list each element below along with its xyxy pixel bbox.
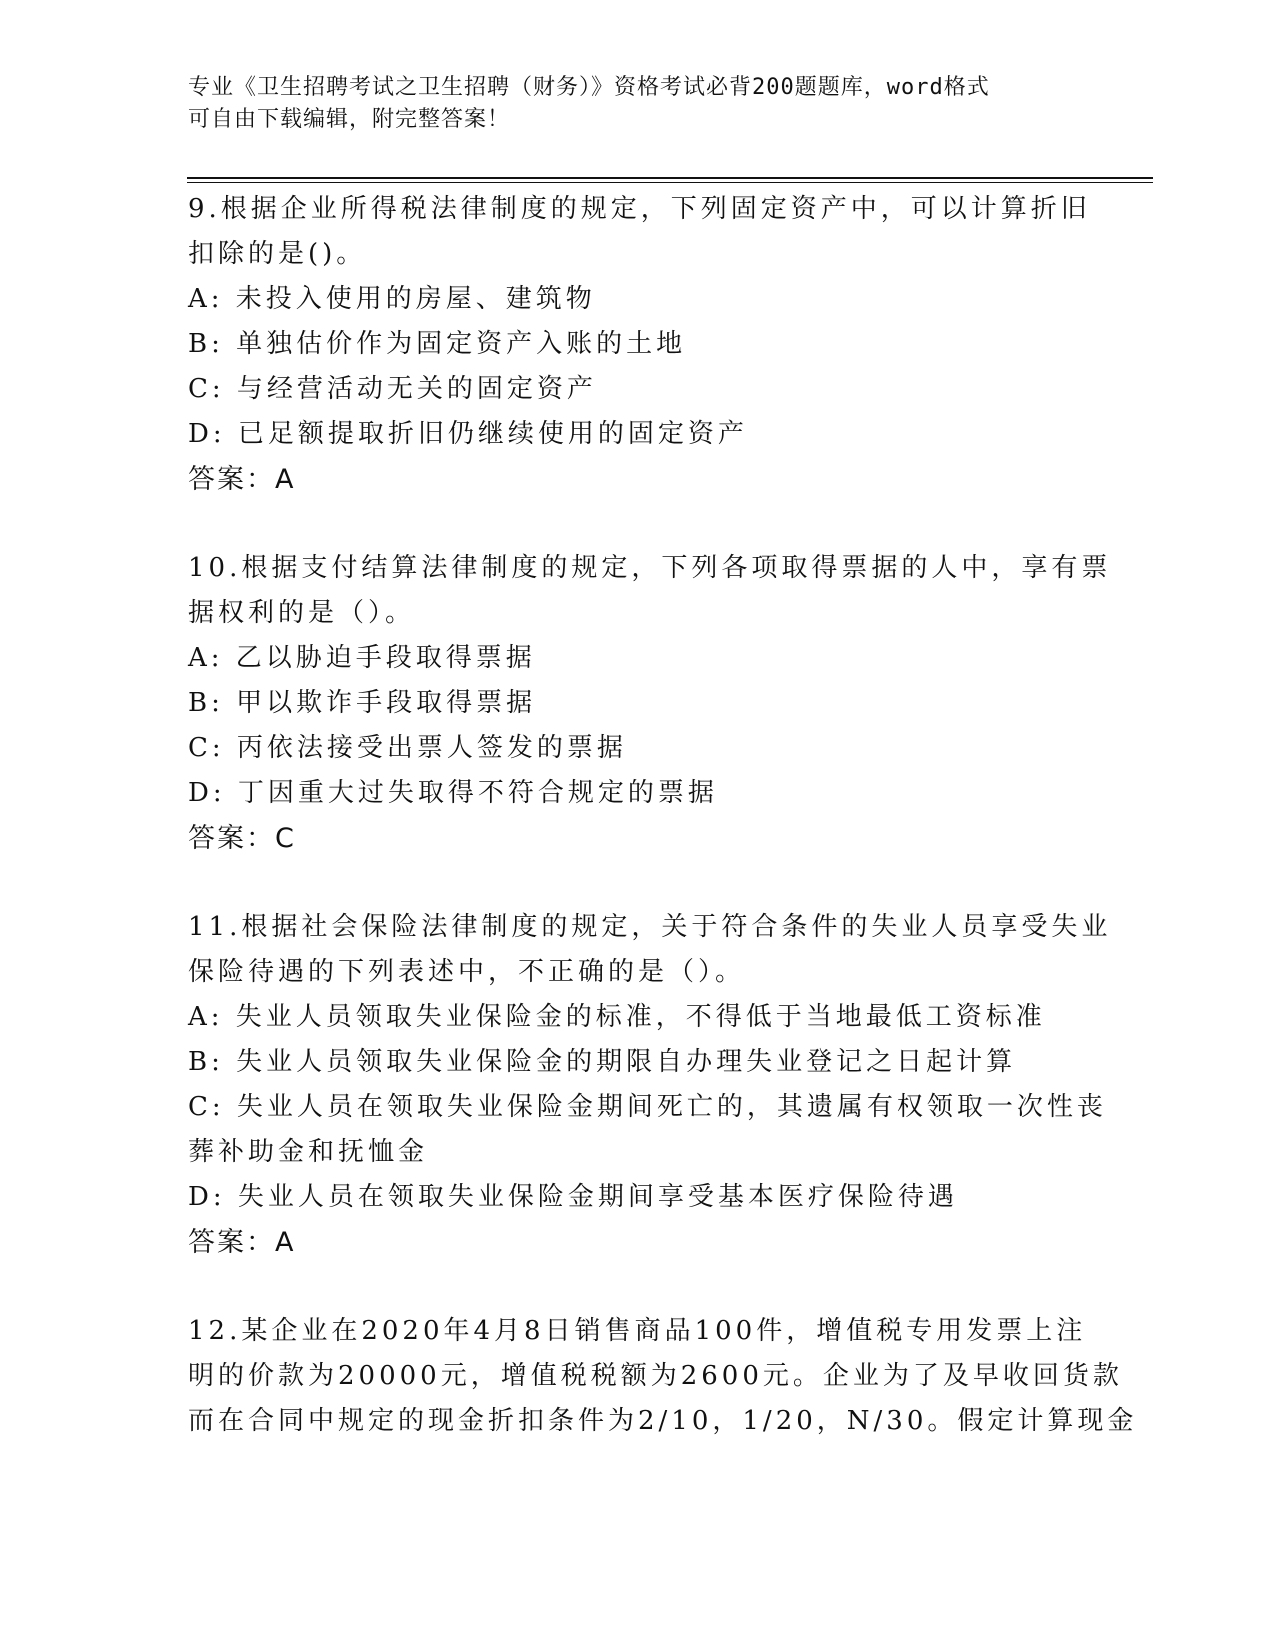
header-title-line-1: 专业《卫生招聘考试之卫生招聘（财务）》资格考试必背200题题库，word格式 (188, 75, 990, 100)
header-divider-thick (187, 177, 1153, 179)
option-c: C: 与经营活动无关的固定资产 (188, 374, 597, 404)
question-stem: 扣除的是()。 (188, 239, 367, 269)
option-a: A: 失业人员领取失业保险金的标准，不得低于当地最低工资标准 (188, 1002, 1046, 1032)
question-9 (188, 187, 1091, 502)
question-stem: 而在合同中规定的现金折扣条件为2/10，1/20，N/30。假定计算现金 (188, 1406, 1138, 1436)
option-d: D: 已足额提取折旧仍继续使用的固定资产 (188, 419, 748, 449)
option-b: B: 甲以欺诈手段取得票据 (188, 688, 537, 718)
option-a: A: 乙以胁迫手段取得票据 (188, 643, 536, 673)
answer-text: 答案：A (188, 1227, 296, 1258)
document-header (188, 72, 1088, 136)
question-stem: 9.根据企业所得税法律制度的规定，下列固定资产中，可以计算折旧 (188, 194, 1091, 224)
question-10 (188, 546, 1112, 861)
question-list (188, 187, 1138, 1488)
question-12 (188, 1309, 1138, 1444)
option-a: A: 未投入使用的房屋、建筑物 (188, 284, 596, 314)
header-divider-thin (187, 182, 1153, 183)
option-b: B: 失业人员领取失业保险金的期限自办理失业登记之日起计算 (188, 1047, 1017, 1077)
question-stem: 10.根据支付结算法律制度的规定，下列各项取得票据的人中，享有票 (188, 553, 1112, 583)
question-stem: 据权利的是（）。 (188, 598, 416, 628)
question-11 (188, 905, 1112, 1265)
question-stem: 明的价款为20000元，增值税税额为2600元。企业为了及早收回货款 (188, 1361, 1123, 1391)
question-stem: 12.某企业在2020年4月8日销售商品100件，增值税专用发票上注 (188, 1316, 1087, 1346)
option-b: B: 单独估价作为固定资产入账的土地 (188, 329, 687, 359)
option-c: C: 失业人员在领取失业保险金期间死亡的，其遗属有权领取一次性丧 (188, 1092, 1107, 1122)
question-stem: 保险待遇的下列表述中，不正确的是（）。 (188, 957, 746, 987)
option-c-continued: 葬补助金和抚恤金 (188, 1137, 429, 1167)
option-d: D: 失业人员在领取失业保险金期间享受基本医疗保险待遇 (188, 1182, 958, 1212)
question-stem: 11.根据社会保险法律制度的规定，关于符合条件的失业人员享受失业 (188, 912, 1112, 942)
answer-text: 答案：C (188, 823, 296, 854)
header-title-line-2: 可自由下载编辑，附完整答案！ (188, 107, 511, 132)
option-d: D: 丁因重大过失取得不符合规定的票据 (188, 778, 718, 808)
answer-text: 答案：A (188, 464, 296, 495)
option-c: C: 丙依法接受出票人签发的票据 (188, 733, 627, 763)
